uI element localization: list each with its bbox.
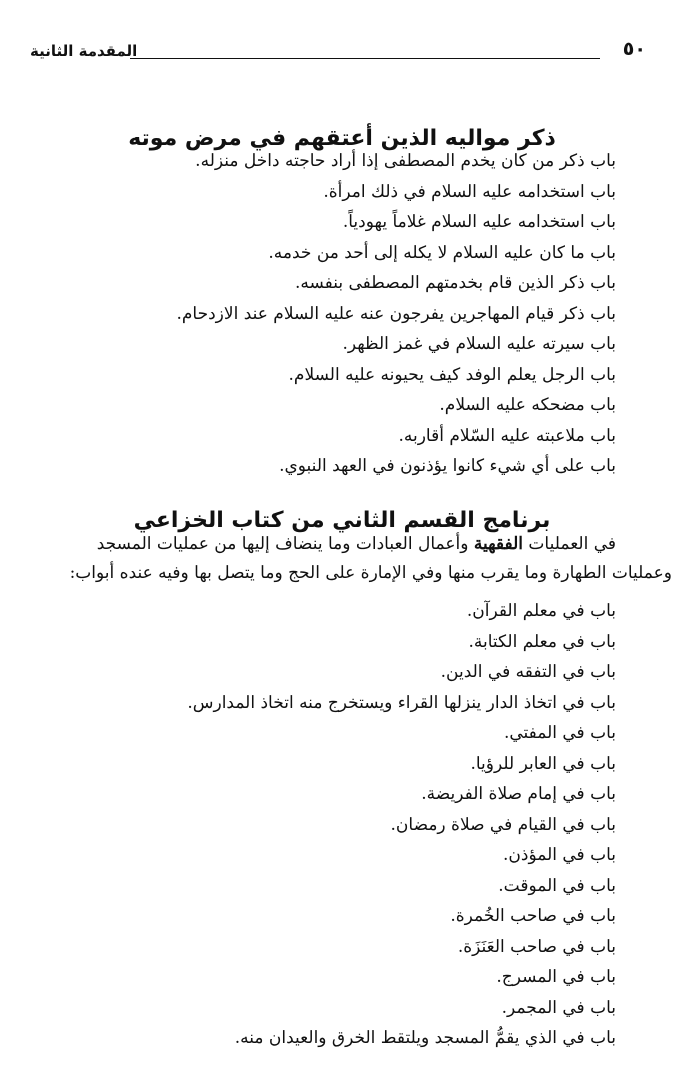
list-item: باب مضحكه عليه السلام. bbox=[439, 395, 616, 415]
intro-line bbox=[30, 530, 616, 559]
intro-text: وأعمال العبادات وما ينضاف إليها من عمليات المسجد bbox=[96, 534, 474, 554]
page-number: ٥٠ bbox=[622, 38, 646, 60]
list-item: باب في المفتي. bbox=[503, 723, 616, 743]
list-item: باب الرجل يعلم الوفد كيف يحيونه عليه السلام. bbox=[288, 364, 616, 385]
list-item: باب في المجمر. bbox=[501, 997, 616, 1018]
list-item: باب في اتخاذ الدار ينزلها القراء ويستخرج منه اتخاذ المدارس. bbox=[187, 692, 616, 713]
list-item: باب في الموقت. bbox=[498, 875, 616, 896]
list-item: باب في معلم الكتابة. bbox=[468, 631, 616, 652]
list-item: باب ذكر قيام المهاجرين يفرجون عنه عليه السلام عند الازدحام. bbox=[176, 303, 616, 324]
list-item: باب في معلم القرآن. bbox=[466, 601, 616, 621]
intro-bold-word: الفقهية bbox=[473, 534, 524, 554]
list-item: باب في المؤذن. bbox=[503, 845, 616, 865]
list-item: باب على أي شيء كانوا يؤذنون في العهد النبوي. bbox=[279, 456, 616, 476]
list-item: باب استخدامه عليه السلام في ذلك امرأة. bbox=[323, 181, 616, 202]
chapter-list bbox=[30, 146, 616, 482]
intro-paragraph bbox=[30, 530, 672, 588]
list-item: باب في التفقه في الدين. bbox=[440, 662, 616, 682]
list-item: باب في صاحب الخُمرة. bbox=[450, 906, 616, 926]
list-item: باب في المسرج. bbox=[496, 967, 616, 987]
section-title: ذكر مواليه الذين أعتقهم في مرض موته bbox=[128, 126, 556, 152]
list-item: باب ما كان عليه السلام لا يكله إلى أحد من خدمه. bbox=[268, 242, 616, 263]
list-item: باب ذكر الذين قام بخدمتهم المصطفى بنفسه. bbox=[294, 273, 616, 293]
list-item: باب في الذي يقمُّ المسجد ويلتقط الخرق والعيدان منه. bbox=[234, 1028, 616, 1048]
running-header bbox=[30, 38, 646, 68]
intro-line: وعمليات الطهارة وما يقرب منها وفي الإمارة على الحج وما يتصل بها وفيه عنده أبواب: bbox=[69, 563, 672, 583]
list-item: باب في صاحب العَنَزَة. bbox=[457, 936, 616, 957]
list-item: باب ذكر من كان يخدم المصطفى إذا أراد حاجته داخل منزله. bbox=[195, 151, 616, 171]
section-title: برنامج القسم الثاني من كتاب الخزاعي bbox=[133, 508, 551, 534]
list-item: باب استخدامه عليه السلام غلاماً يهودياً. bbox=[342, 212, 616, 232]
list-item: باب سيرته عليه السلام في غمز الظهر. bbox=[342, 334, 616, 354]
list-item: باب في العابر للرؤيا. bbox=[470, 753, 616, 774]
running-title: المقدمة الثانية bbox=[30, 42, 138, 60]
list-item: باب في القيام في صلاة رمضان. bbox=[390, 814, 616, 835]
chapter-list bbox=[30, 596, 616, 1054]
list-item: باب في إمام صلاة الفريضة. bbox=[421, 784, 616, 804]
intro-text: في العمليات bbox=[523, 534, 616, 554]
header-rule bbox=[130, 58, 600, 59]
list-item: باب ملاعبته عليه السّلام أقاربه. bbox=[398, 425, 616, 446]
